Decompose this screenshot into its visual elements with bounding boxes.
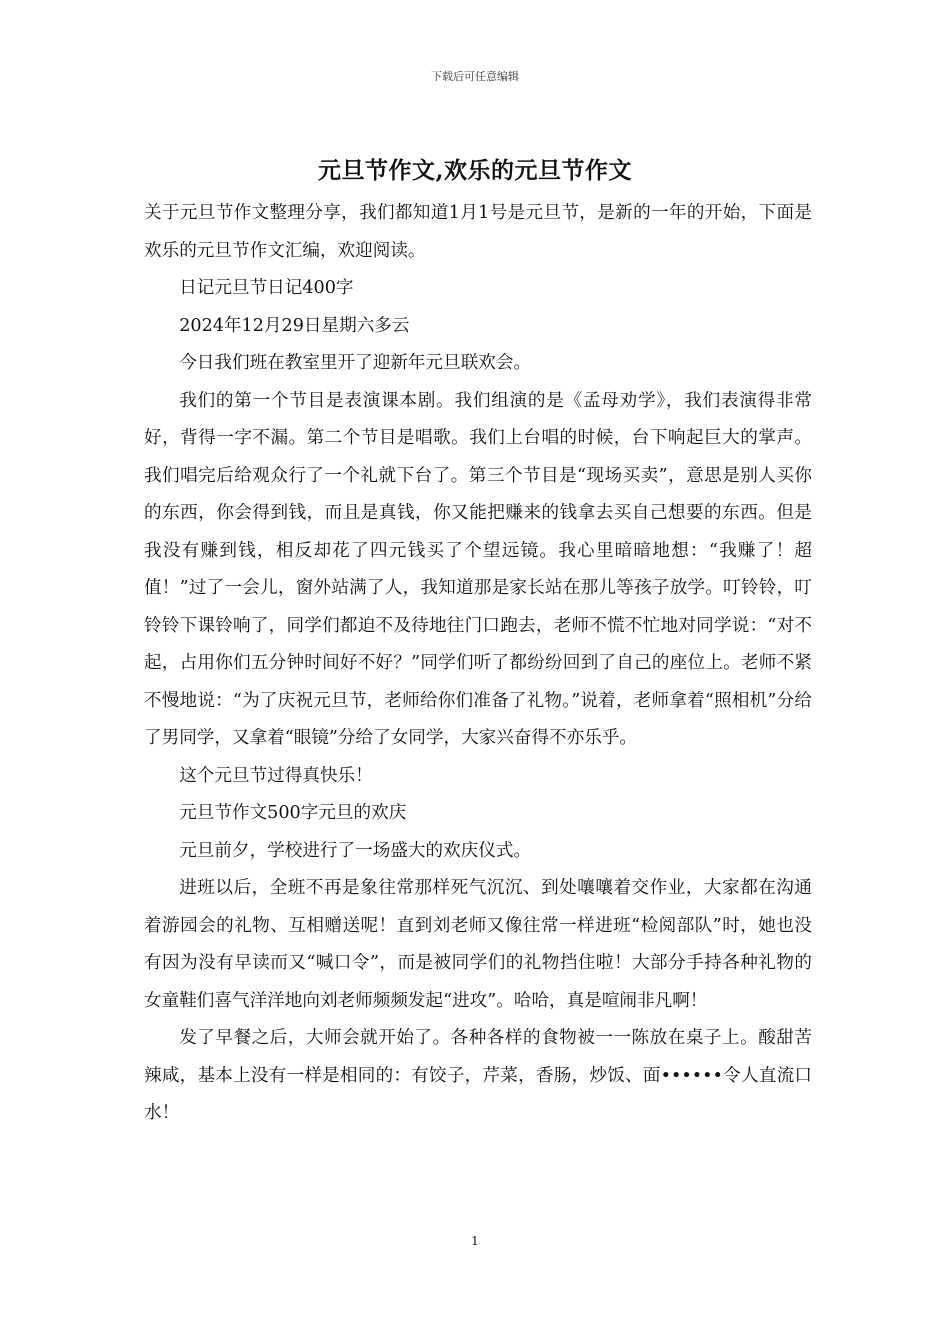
document-body [144,195,812,1133]
paragraph: 进班以后，全班不再是象往常那样死气沉沉、到处嚷嚷着交作业，大家都在沟通着游园会的礼物、互相赠送呢！直到刘老师又像往常一样进班“检阅部队”时，她也没有因为没有早读而又“喊口令”，而是被同学们的礼物挡住啦！大部分手持各种礼物的女童鞋们喜气洋洋地向刘老师频频发起“进攻”。哈哈，真是喧闹非凡啊！ [144,878,812,1011]
paragraph: 我们的第一个节目是表演课本剧。我们组演的是《孟母劝学》，我们表演得非常好，背得一字不漏。第二个节目是唱歌。我们上台唱的时候，台下响起巨大的掌声。我们唱完后给观众行了一个礼就下台了。第三个节目是“现场买卖”，意思是别人买你的东西，你会得到钱，而且是真钱，你又能把赚来的钱拿去买自己想要的东西。但是我没有赚到钱，相反却花了四元钱买了个望远镜。我心里暗暗地想：“我赚了！超值！”过了一会儿，窗外站满了人，我知道那是家长站在那儿等孩子放学。叮铃铃，叮铃铃下课铃响了，同学们都迫不及待地往门口跑去，老师不慌不忙地对同学说：“对不起，占用你们五分钟时间好不好？”同学们听了都纷纷回到了自己的座位上。老师不紧不慢地说：“为了庆祝元旦节，老师给你们准备了礼物。”说着，老师拿着“照相机”分给了男同学，又拿着“眼镜”分给了女同学，大家兴奋得不亦乐乎。 [144,390,812,748]
paragraph: 日记元旦节日记400字 [179,278,354,298]
page-number: 1 [471,1234,479,1248]
paragraph: 2024年12月29日星期六多云 [179,315,410,336]
paragraph: 元旦节作文500字元旦的欢庆 [179,803,407,823]
document-title: 元旦节作文,欢乐的元旦节作文 [317,157,632,184]
paragraph: 今日我们班在教室里开了迎新年元旦联欢会。 [179,353,532,373]
paragraph: 发了早餐之后，大师会就开始了。各种各样的食物被一一陈放在桌子上。酸甜苦辣咸，基本上没有一样是相同的：有饺子，芹菜，香肠，炒饭、面••••••令人直流口水！ [144,1028,812,1123]
paragraph: 元旦前夕，学校进行了一场盛大的欢庆仪式。 [179,840,532,861]
paragraph: 这个元旦节过得真快乐！ [179,765,373,786]
paragraph: 关于元旦节作文整理分享，我们都知道1月1号是元旦节，是新的一年的开始，下面是欢乐的元旦节作文汇编，欢迎阅读。 [144,203,812,261]
page-header-note: 下载后可任意编辑 [431,70,519,83]
